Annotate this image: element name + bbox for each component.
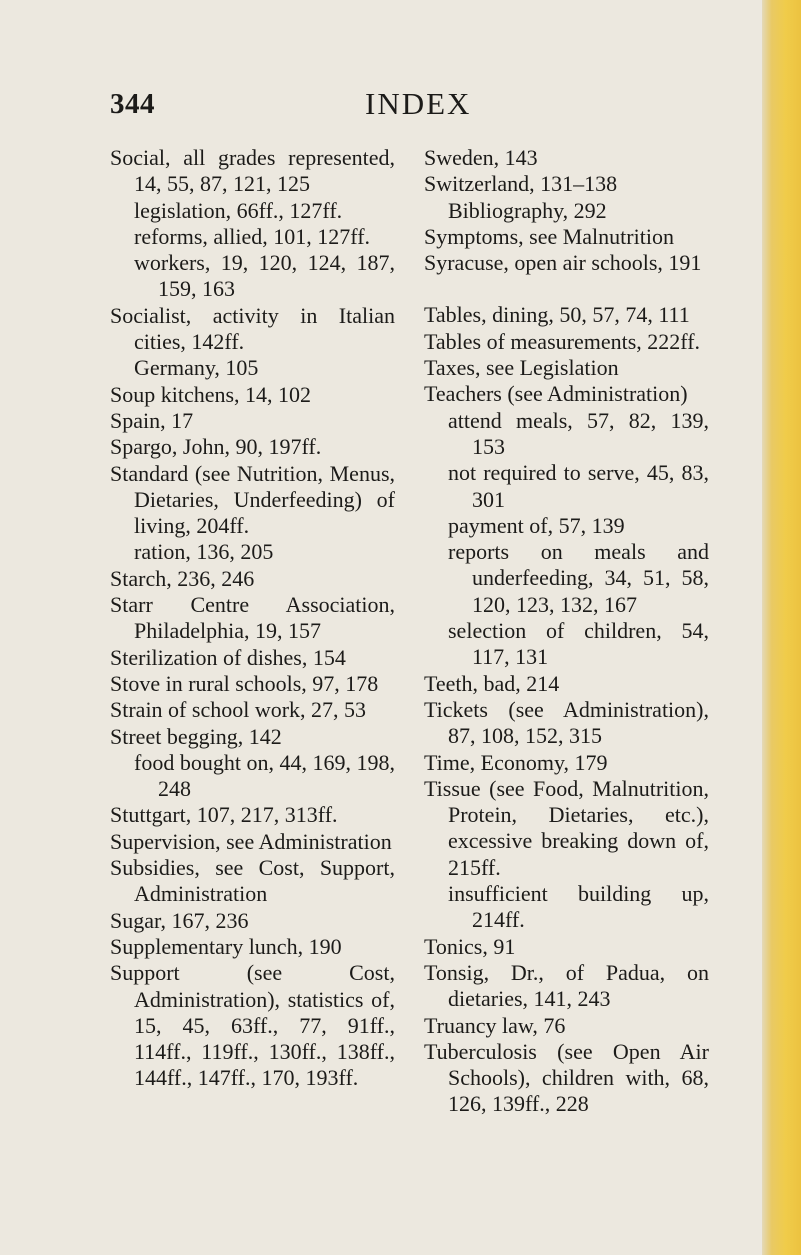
index-entry: Spain, 17 bbox=[110, 407, 194, 433]
running-head: INDEX bbox=[365, 86, 472, 121]
index-entry: Truancy law, 76 bbox=[424, 1012, 566, 1038]
index-entry: Tickets (see Administration), 87, 108, 152, 315 bbox=[424, 696, 709, 749]
index-entry: Supplementary lunch, 190 bbox=[110, 933, 342, 959]
index-entry: Stove in rural schools, 97, 178 bbox=[110, 670, 379, 696]
index-entry: Supervision, see Administration bbox=[110, 828, 392, 854]
section-gap bbox=[424, 276, 709, 302]
index-entry: Tuberculosis (see Open Air Schools), children with, 68, 126, 139ff., 228 bbox=[424, 1038, 709, 1117]
index-entry: Tables, dining, 50, 57, 74, 111 bbox=[424, 302, 690, 328]
page-number: 344 bbox=[110, 88, 155, 120]
index-entry: Subsidies, see Cost, Support, Administration bbox=[110, 855, 395, 907]
index-entry: Stuttgart, 107, 217, 313ff. bbox=[110, 802, 338, 828]
index-entry: Teachers (see Administration) bbox=[424, 381, 688, 407]
index-column-right bbox=[424, 145, 709, 1118]
index-subentry: selection of children, 54, 117, 131 bbox=[448, 618, 709, 670]
page-header bbox=[0, 88, 762, 128]
index-subentry: not required to serve, 45, 83, 301 bbox=[448, 460, 709, 512]
index-entry: Street begging, 142 bbox=[110, 723, 282, 749]
index-subentry: ration, 136, 205 bbox=[134, 539, 274, 565]
index-entry: Tables of measurements, 222ff. bbox=[424, 328, 701, 354]
index-entry: Starch, 236, 246 bbox=[110, 565, 255, 591]
index-subentry: Germany, 105 bbox=[134, 355, 259, 381]
index-entry: Sugar, 167, 236 bbox=[110, 907, 249, 933]
index-entry: Tissue (see Food, Malnutrition, Protein, Dietaries, etc.), excessive breaking down of, 215ff. bbox=[424, 775, 709, 880]
index-entry: Support (see Cost, Administration), statistics of, 15, 45, 63ff., 77, 91ff., 114ff., 119ff., 130ff., 138ff., 144ff., 147ff., 170, 193ff. bbox=[110, 960, 395, 1091]
index-entry: Social, all grades represented, 14, 55, 87, 121, 125 bbox=[110, 145, 395, 197]
page-edge bbox=[762, 0, 801, 1255]
index-entry: Sweden, 143 bbox=[424, 145, 538, 170]
index-entry: Symptoms, see Malnutrition bbox=[424, 223, 674, 249]
index-subentry: reforms, allied, 101, 127ff. bbox=[134, 223, 371, 249]
index-entry: Soup kitchens, 14, 102 bbox=[110, 381, 312, 407]
index-entry: Spargo, John, 90, 197ff. bbox=[110, 434, 322, 460]
index-entry: Time, Economy, 179 bbox=[424, 749, 608, 775]
index-subentry: payment of, 57, 139 bbox=[448, 512, 625, 538]
index-entry: Tonsig, Dr., of Padua, on dietaries, 141, 243 bbox=[424, 959, 709, 1012]
index-entry: Switzerland, 131–138 bbox=[424, 171, 618, 197]
index-subentry: food bought on, 44, 169, 198, 248 bbox=[134, 749, 395, 802]
index-subentry: workers, 19, 120, 124, 187, 159, 163 bbox=[134, 250, 395, 302]
index-entry: Strain of school work, 27, 53 bbox=[110, 697, 367, 723]
index-entry: Syracuse, open air schools, 191 bbox=[424, 250, 702, 276]
index-entry: Socialist, activity in Italian cities, 142ff. bbox=[110, 302, 395, 355]
index-entry: Starr Centre Association, Philadelphia, 19, 157 bbox=[110, 592, 395, 644]
index-entry: Taxes, see Legislation bbox=[424, 355, 619, 381]
index-subentry: insufficient building up, 214ff. bbox=[448, 881, 709, 933]
index-subentry: legislation, 66ff., 127ff. bbox=[134, 197, 343, 223]
index-subentry: Bibliography, 292 bbox=[448, 197, 607, 223]
index-subentry: attend meals, 57, 82, 139, 153 bbox=[448, 407, 709, 459]
index-entry: Sterilization of dishes, 154 bbox=[110, 644, 346, 670]
index-entry: Teeth, bad, 214 bbox=[424, 670, 560, 696]
index-entry: Tonics, 91 bbox=[424, 933, 516, 959]
index-column-left bbox=[110, 145, 395, 1092]
index-entry: Standard (see Nutrition, Menus, Dietaries, Underfeeding) of living, 204ff. bbox=[110, 460, 395, 539]
index-subentry: reports on meals and underfeeding, 34, 51, 58, 120, 123, 132, 167 bbox=[448, 539, 709, 617]
